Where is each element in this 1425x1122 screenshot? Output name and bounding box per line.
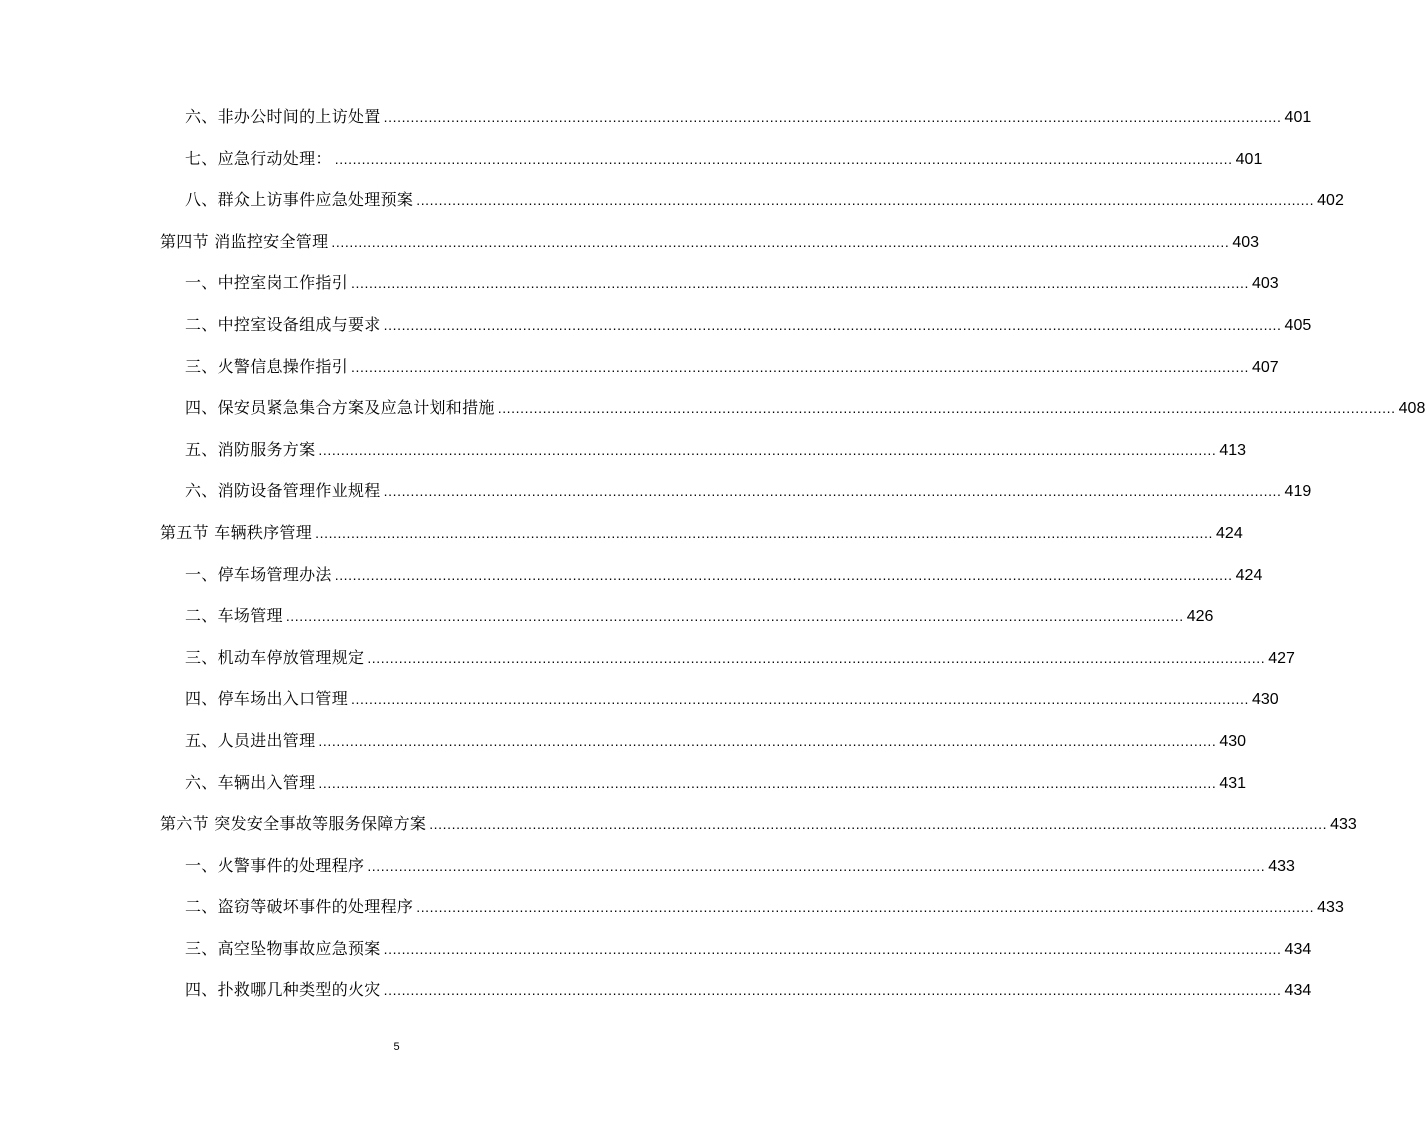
toc-entry-title: 一、停车场管理办法 bbox=[185, 564, 332, 584]
toc-entry-title: 八、群众上访事件应急处理预案 bbox=[185, 190, 414, 210]
toc-entry-title: 一、中控室岗工作指引 bbox=[185, 273, 349, 293]
toc-entry-page-number: 434 bbox=[1284, 940, 1312, 958]
toc-entry-title: 六、非办公时间的上访处置 bbox=[185, 107, 381, 126]
page-number: 5 bbox=[393, 1041, 400, 1053]
toc-entry-title: 二、中控室设备组成与要求 bbox=[185, 314, 381, 334]
toc-entry-page-number: 403 bbox=[1232, 233, 1260, 251]
toc-entry-page-number: 426 bbox=[1186, 608, 1214, 626]
toc-subsection-entry[interactable] bbox=[0, 845, 1295, 887]
toc-subsection-entry[interactable] bbox=[0, 96, 1312, 138]
toc-entry-title: 七、应急行动处理： bbox=[185, 148, 332, 168]
toc-subsection-entry[interactable] bbox=[0, 886, 1344, 928]
toc-dot-leader: ........................................................................................................................................................................................................ bbox=[416, 192, 1315, 209]
toc-subsection-entry[interactable] bbox=[0, 637, 1295, 679]
toc-entry-page-number: 433 bbox=[1330, 816, 1357, 834]
toc-entry-page-number: 430 bbox=[1219, 732, 1247, 750]
toc-dot-leader: ........................................................................................................................................................................................................ bbox=[315, 524, 1214, 541]
toc-section-entry[interactable] bbox=[0, 221, 1260, 263]
toc-dot-leader: ........................................................................................................................................................................................................ bbox=[334, 566, 1233, 583]
toc-subsection-entry[interactable] bbox=[0, 346, 1279, 388]
toc-subsection-entry[interactable] bbox=[0, 928, 1312, 970]
toc-entry-title: 四、扑救哪几种类型的火灾 bbox=[185, 980, 381, 1000]
toc-subsection-entry[interactable] bbox=[0, 429, 1247, 471]
toc-entry-title: 二、车场管理 bbox=[185, 606, 283, 626]
toc-dot-leader: ........................................................................................................................................................................................................ bbox=[318, 774, 1217, 791]
toc-subsection-entry[interactable] bbox=[0, 762, 1247, 804]
toc-entry-page-number: 402 bbox=[1317, 192, 1344, 210]
toc-entry-page-number: 419 bbox=[1284, 483, 1312, 501]
toc-dot-leader: ........................................................................................................................................................................................................ bbox=[285, 608, 1184, 625]
toc-dot-leader: ........................................................................................................................................................................................................ bbox=[416, 899, 1315, 916]
toc-entry-title: 四、停车场出入口管理 bbox=[185, 689, 349, 709]
toc-entry-page-number: 431 bbox=[1219, 774, 1247, 792]
toc-subsection-entry[interactable] bbox=[0, 554, 1263, 596]
toc-entry-page-number: 401 bbox=[1284, 109, 1312, 126]
toc-entry-page-number: 433 bbox=[1268, 857, 1295, 875]
toc-entry-title: 三、高空坠物事故应急预案 bbox=[185, 938, 381, 958]
toc-dot-leader: ........................................................................................................................................................................................................ bbox=[429, 816, 1328, 833]
toc-entry-title: 三、机动车停放管理规定 bbox=[185, 647, 365, 667]
toc-entry-page-number: 408 bbox=[1398, 400, 1425, 418]
toc-entry-page-number: 427 bbox=[1268, 649, 1295, 667]
toc-subsection-entry[interactable] bbox=[0, 470, 1312, 512]
toc-dot-leader: ........................................................................................................................................................................................................ bbox=[383, 109, 1282, 125]
toc-entry-title: 一、火警事件的处理程序 bbox=[185, 855, 365, 875]
toc-dot-leader: ........................................................................................................................................................................................................ bbox=[351, 275, 1249, 292]
toc-subsection-entry[interactable] bbox=[0, 304, 1312, 346]
toc-entry-page-number: 424 bbox=[1235, 566, 1263, 584]
table-of-contents bbox=[0, 96, 1425, 1011]
toc-dot-leader: ........................................................................................................................................................................................................ bbox=[497, 400, 1396, 417]
toc-section-entry[interactable] bbox=[0, 512, 1243, 554]
toc-dot-leader: ........................................................................................................................................................................................................ bbox=[383, 316, 1282, 333]
toc-entry-title: 六、消防设备管理作业规程 bbox=[185, 481, 381, 501]
toc-dot-leader: ........................................................................................................................................................................................................ bbox=[367, 649, 1266, 666]
toc-entry-title: 第五节 车辆秩序管理 bbox=[160, 522, 313, 542]
toc-entry-page-number: 407 bbox=[1251, 358, 1279, 376]
toc-section-entry[interactable] bbox=[0, 803, 1357, 845]
toc-dot-leader: ........................................................................................................................................................................................................ bbox=[351, 691, 1249, 708]
toc-entry-title: 第六节 突发安全事故等服务保障方案 bbox=[160, 814, 427, 834]
toc-dot-leader: ........................................................................................................................................................................................................ bbox=[318, 441, 1217, 458]
toc-dot-leader: ........................................................................................................................................................................................................ bbox=[383, 982, 1282, 999]
toc-entry-title: 二、盗窃等破坏事件的处理程序 bbox=[185, 897, 414, 917]
toc-entry-page-number: 403 bbox=[1251, 275, 1279, 293]
toc-entry-title: 三、火警信息操作指引 bbox=[185, 356, 349, 376]
toc-entry-page-number: 434 bbox=[1284, 982, 1312, 1000]
toc-entry-title: 五、消防服务方案 bbox=[185, 439, 316, 459]
toc-dot-leader: ........................................................................................................................................................................................................ bbox=[331, 233, 1230, 250]
toc-dot-leader: ........................................................................................................................................................................................................ bbox=[334, 150, 1233, 167]
toc-dot-leader: ........................................................................................................................................................................................................ bbox=[367, 857, 1266, 874]
toc-subsection-entry[interactable] bbox=[0, 678, 1279, 720]
toc-entry-title: 四、保安员紧急集合方案及应急计划和措施 bbox=[185, 398, 495, 418]
toc-entry-page-number: 430 bbox=[1251, 691, 1279, 709]
toc-dot-leader: ........................................................................................................................................................................................................ bbox=[383, 483, 1282, 500]
toc-subsection-entry[interactable] bbox=[0, 179, 1344, 221]
toc-entry-title: 第四节 消监控安全管理 bbox=[160, 231, 329, 251]
toc-entry-title: 五、人员进出管理 bbox=[185, 730, 316, 750]
toc-subsection-entry[interactable] bbox=[0, 720, 1247, 762]
toc-subsection-entry[interactable] bbox=[0, 138, 1263, 180]
toc-entry-page-number: 424 bbox=[1216, 524, 1243, 542]
toc-dot-leader: ........................................................................................................................................................................................................ bbox=[351, 358, 1249, 375]
toc-dot-leader: ........................................................................................................................................................................................................ bbox=[383, 940, 1282, 957]
toc-entry-title: 六、车辆出入管理 bbox=[185, 772, 316, 792]
toc-entry-page-number: 413 bbox=[1219, 441, 1247, 459]
toc-entry-page-number: 405 bbox=[1284, 316, 1312, 334]
toc-subsection-entry[interactable] bbox=[0, 262, 1279, 304]
toc-dot-leader: ........................................................................................................................................................................................................ bbox=[318, 732, 1217, 749]
toc-subsection-entry[interactable] bbox=[0, 969, 1312, 1011]
toc-entry-page-number: 433 bbox=[1317, 899, 1344, 917]
toc-entry-page-number: 401 bbox=[1235, 150, 1263, 168]
toc-subsection-entry[interactable] bbox=[0, 387, 1425, 429]
toc-subsection-entry[interactable] bbox=[0, 595, 1214, 637]
